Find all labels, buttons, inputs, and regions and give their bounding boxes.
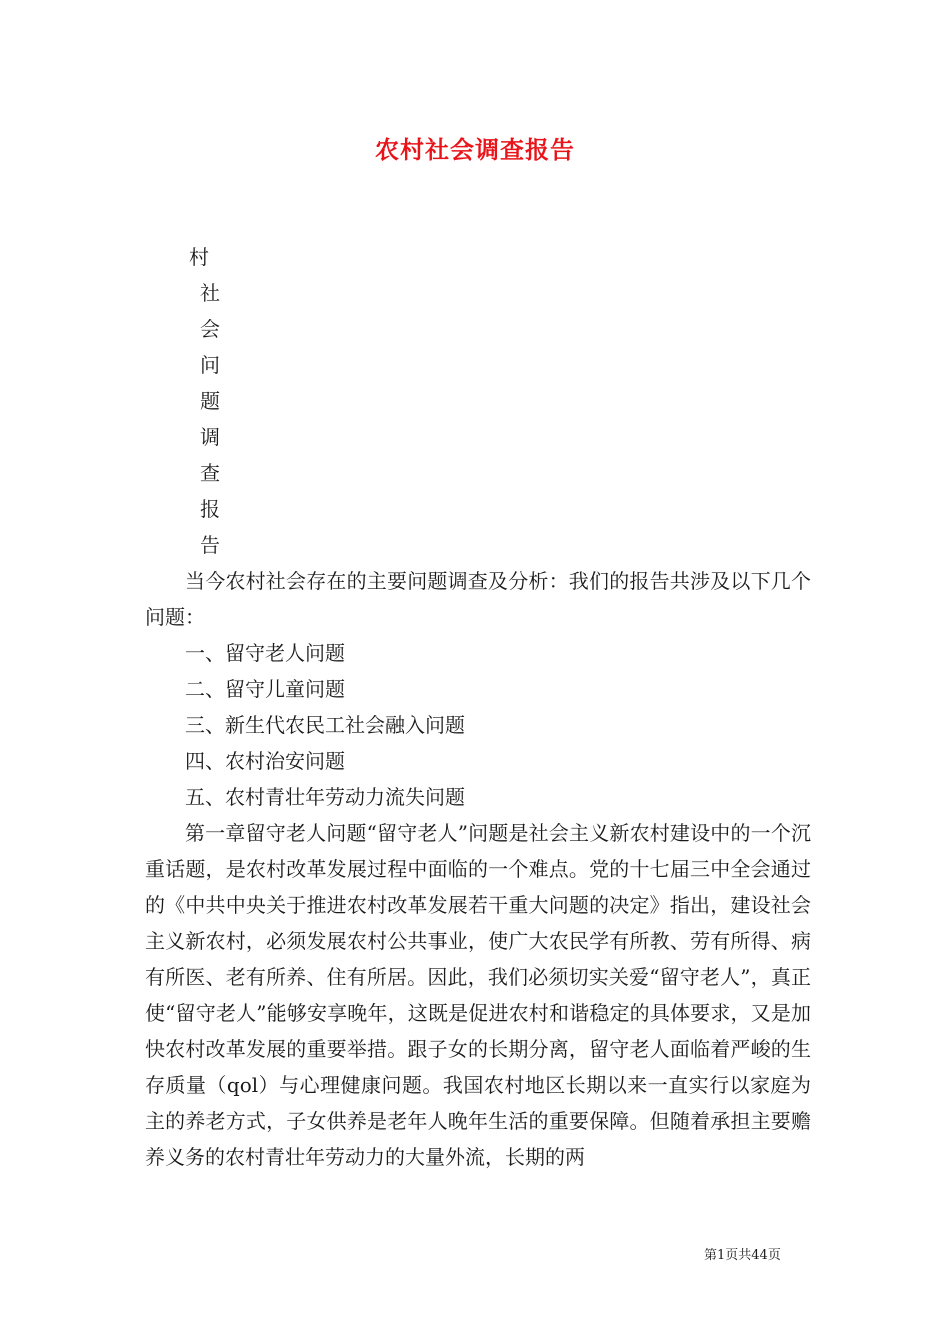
document-body xyxy=(145,563,811,1175)
vertical-char: 会 xyxy=(200,317,220,341)
intro-paragraph: 当今农村社会存在的主要问题调查及分析：我们的报告共涉及以下几个问题： xyxy=(145,569,811,629)
vertical-char: 社 xyxy=(200,281,220,305)
vertical-char: 题 xyxy=(200,389,220,413)
document-title: 农村社会调查报告 xyxy=(375,135,575,164)
vertical-char: 查 xyxy=(200,461,220,485)
issue-item: 二、留守儿童问题 xyxy=(185,677,345,701)
issue-item: 三、新生代农民工社会融入问题 xyxy=(185,713,465,737)
vertical-char: 报 xyxy=(200,497,220,521)
issue-item: 五、农村青壮年劳动力流失问题 xyxy=(185,785,465,809)
issue-item: 一、留守老人问题 xyxy=(185,641,345,665)
vertical-char: 村 xyxy=(189,245,209,269)
issue-item: 四、农村治安问题 xyxy=(185,749,345,773)
vertical-char: 告 xyxy=(200,533,220,557)
chapter-paragraph: 第一章留守老人问题“留守老人”问题是社会主义新农村建设中的一个沉重话题，是农村改革发展过程中面临的一个难点。党的十七届三中全会通过的《中共中央关于推进农村改革发展若干重大问题的决定》指出，建设社会主义新农村，必须发展农村公共事业，使广大农民学有所教、劳有所得、病有所医、老有所养、住有所居。因此，我们必须切实关爱“留守老人”，真正使“留守老人”能够安享晚年，这既是促进农村和谐稳定的具体要求，又是加快农村改革发展的重要举措。跟子女的长期分离，留守老人面临着严峻的生存质量（qol）与心理健康问题。我国农村地区长期以来一直实行以家庭为主的养老方式，子女供养是老年人晚年生活的重要保障。但随着承担主要赡养义务的农村青壮年劳动力的大量外流，长期的两 xyxy=(145,821,811,1169)
vertical-char: 调 xyxy=(200,425,220,449)
page-number: 第1页共44页 xyxy=(704,1248,781,1263)
vertical-char: 问 xyxy=(200,353,220,377)
